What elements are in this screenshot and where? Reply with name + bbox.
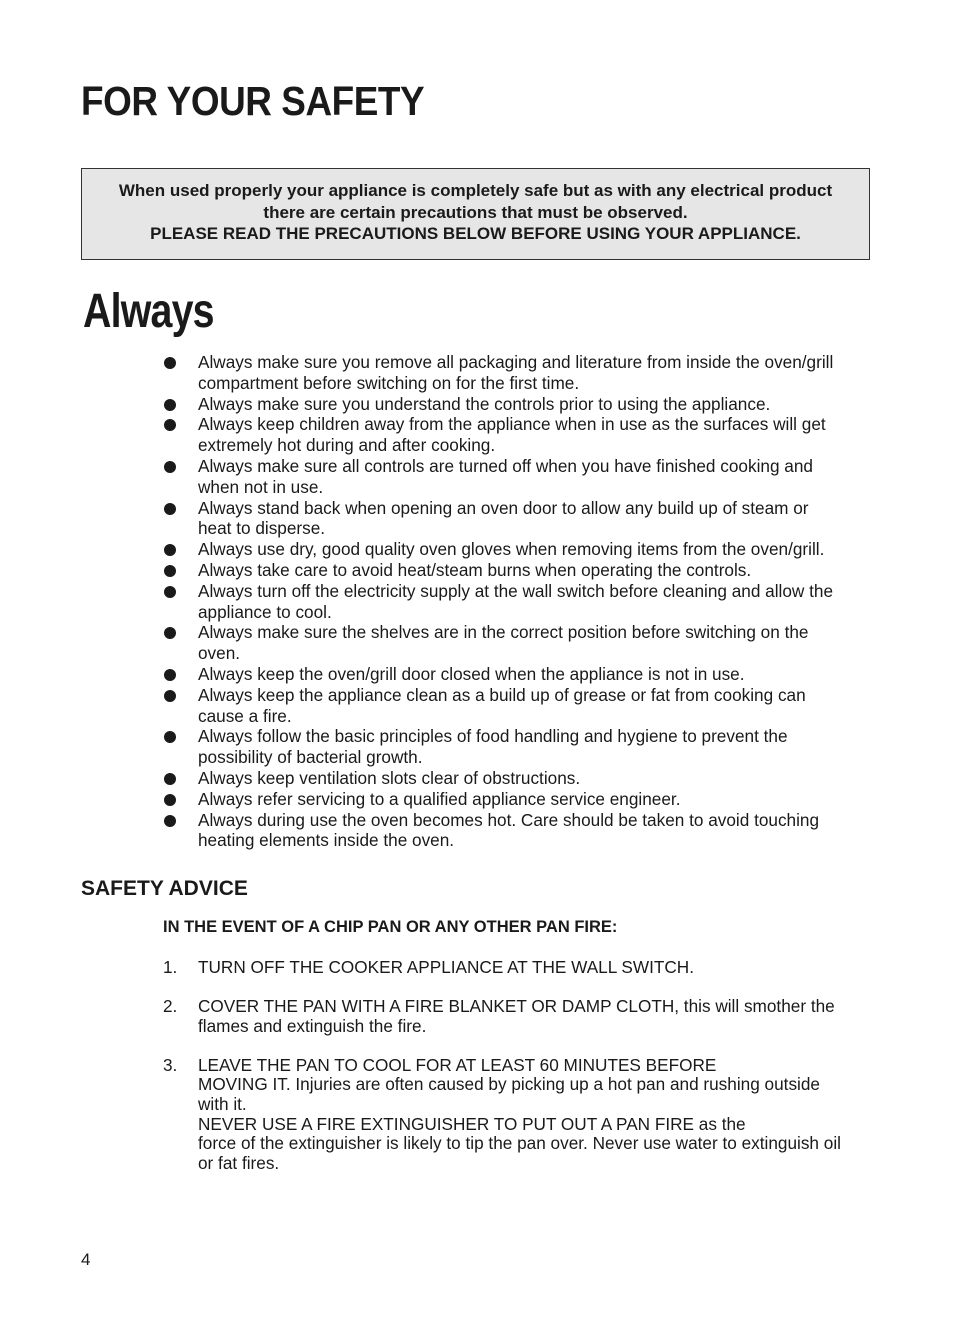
list-item-text: Always make sure you understand the controls prior to using the appliance. xyxy=(198,393,771,414)
bullet-icon xyxy=(164,503,176,515)
list-item-text: Always keep the appliance clean as a build up of grease or fat from cooking can cause a fire. xyxy=(198,684,806,726)
page-title: FOR YOUR SAFETY xyxy=(81,78,425,124)
bullet-icon xyxy=(164,399,176,411)
bullet-icon xyxy=(164,669,176,681)
list-item-text: Always follow the basic principles of food handling and hygiene to prevent the possibility of bacterial growth. xyxy=(198,726,788,768)
step-text: force of the extinguisher is likely to tip the pan over. Never use water to extinguish oil or fat fires. xyxy=(198,1133,841,1173)
notice-line: When used properly your appliance is completely safe but as with any electrical product xyxy=(118,181,833,200)
list-item xyxy=(163,581,843,623)
pan-fire-heading: IN THE EVENT OF A CHIP PAN OR ANY OTHER PAN FIRE: xyxy=(163,918,618,936)
always-heading: Always xyxy=(83,285,214,338)
list-item xyxy=(163,456,843,498)
bullet-icon xyxy=(164,419,176,431)
list-item xyxy=(163,539,843,560)
notice-line: PLEASE READ THE PRECAUTIONS BELOW BEFORE USING YOUR APPLIANCE. xyxy=(150,224,801,243)
step-text: NEVER USE A FIRE EXTINGUISHER TO PUT OUT A PAN FIRE as the xyxy=(198,1113,746,1134)
list-item-text: Always make sure you remove all packaging and literature from inside the oven/grill compartment before switching on for the first time. xyxy=(198,352,834,393)
safety-notice-box xyxy=(81,168,870,260)
list-item xyxy=(163,622,843,664)
always-list xyxy=(163,352,843,851)
list-item xyxy=(163,498,843,540)
step-number: 3. xyxy=(163,1054,178,1075)
step-text: COVER THE PAN WITH A FIRE BLANKET OR DAMP CLOTH, this will smother the flames and extinguish the fire. xyxy=(198,996,835,1036)
bullet-icon xyxy=(164,461,176,473)
safety-advice-heading: SAFETY ADVICE xyxy=(81,877,248,900)
bullet-icon xyxy=(164,565,176,577)
list-item xyxy=(163,768,843,789)
list-item xyxy=(163,726,843,768)
list-item xyxy=(163,394,843,415)
step-text: TURN OFF THE COOKER APPLIANCE AT THE WALL SWITCH. xyxy=(198,957,694,977)
bullet-icon xyxy=(164,627,176,639)
list-item xyxy=(163,685,843,727)
bullet-icon xyxy=(164,357,176,369)
step-number: 2. xyxy=(163,996,178,1017)
list-item-text: Always keep ventilation slots clear of obstructions. xyxy=(198,767,581,788)
bullet-icon xyxy=(164,731,176,743)
list-item xyxy=(163,664,843,685)
list-item xyxy=(163,414,843,456)
list-item-text: Always take care to avoid heat/steam burns when operating the controls. xyxy=(198,559,752,580)
list-item-text: Always make sure all controls are turned off when you have finished cooking and when not in use. xyxy=(198,455,813,497)
step-item xyxy=(163,958,843,978)
list-item-text: Always keep the oven/grill door closed when the appliance is not in use. xyxy=(198,663,745,684)
bullet-icon xyxy=(164,690,176,702)
notice-line: there are certain precautions that must be observed. xyxy=(263,202,688,222)
list-item-text: Always during use the oven becomes hot. Care should be taken to avoid touching heating elements inside the oven. xyxy=(198,809,820,851)
step-item xyxy=(163,997,843,1036)
list-item xyxy=(163,789,843,810)
bullet-icon xyxy=(164,544,176,556)
step-text: MOVING IT. Injuries are often caused by picking up a hot pan and rushing outside with it. xyxy=(198,1074,820,1114)
list-item xyxy=(163,352,843,394)
step-item xyxy=(163,1056,843,1174)
list-item xyxy=(163,810,843,852)
list-item-text: Always make sure the shelves are in the correct position before switching on the oven. xyxy=(198,622,809,664)
fire-steps-list xyxy=(163,958,843,1193)
bullet-icon xyxy=(164,586,176,598)
list-item-text: Always stand back when opening an oven door to allow any build up of steam or heat to disperse. xyxy=(198,497,809,539)
list-item xyxy=(163,560,843,581)
list-item-text: Always turn off the electricity supply at the wall switch before cleaning and allow the appliance to cool. xyxy=(198,580,833,622)
bullet-icon xyxy=(164,794,176,806)
page-number: 4 xyxy=(81,1250,91,1269)
step-text: LEAVE THE PAN TO COOL FOR AT LEAST 60 MINUTES BEFORE xyxy=(198,1054,717,1075)
bullet-icon xyxy=(164,815,176,827)
bullet-icon xyxy=(164,773,176,785)
list-item-text: Always keep children away from the appliance when in use as the surfaces will get extremely hot during and after cooking. xyxy=(198,414,826,456)
list-item-text: Always use dry, good quality oven gloves when removing items from the oven/grill. xyxy=(198,539,825,560)
list-item-text: Always refer servicing to a qualified appliance service engineer. xyxy=(198,788,681,809)
step-number: 1. xyxy=(163,957,178,977)
